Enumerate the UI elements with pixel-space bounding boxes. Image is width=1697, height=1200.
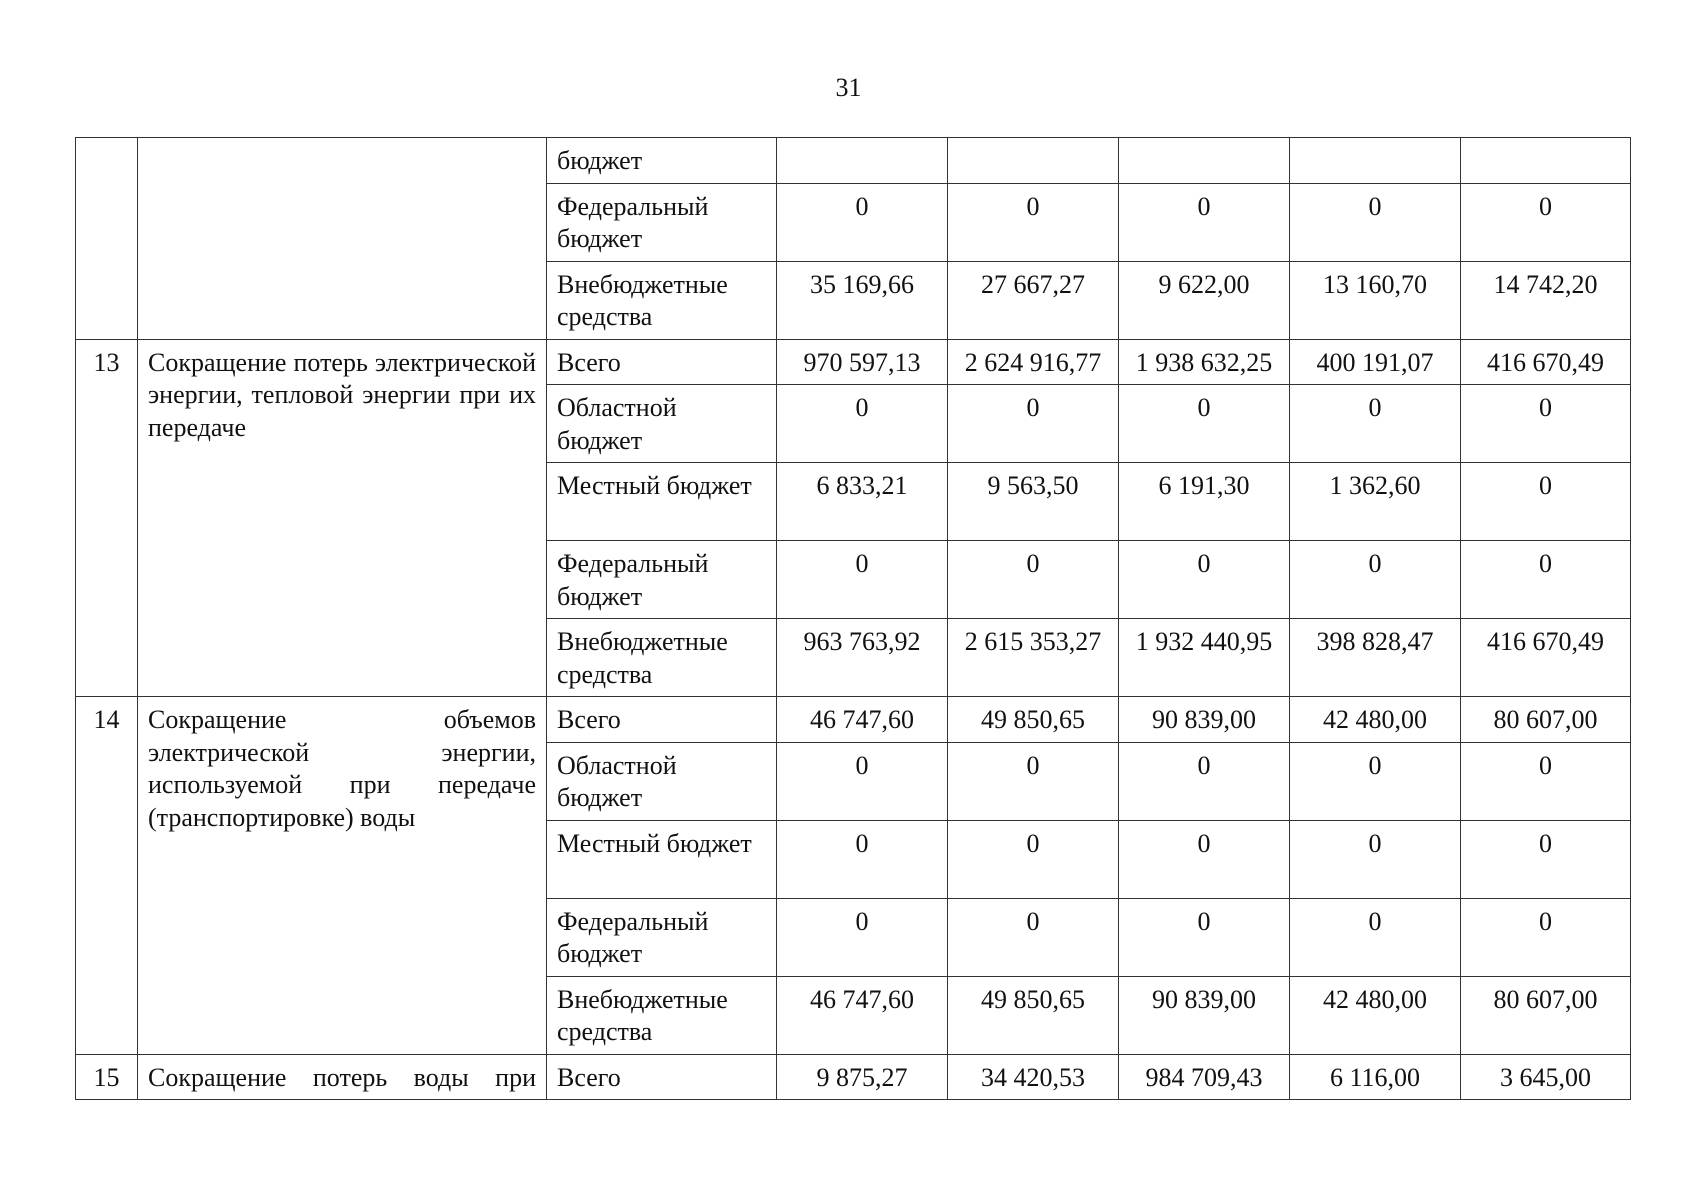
value-cell: 90 839,00 [1119,976,1290,1054]
funding-source-cell: Всего [547,697,777,743]
funding-source-cell: Областной бюджет [547,742,777,820]
value-cell: 2 624 916,77 [948,339,1119,385]
row-number-cell: 13 [76,339,138,697]
value-cell: 42 480,00 [1290,976,1461,1054]
value-cell: 970 597,13 [777,339,948,385]
value-cell: 27 667,27 [948,261,1119,339]
value-cell: 6 116,00 [1290,1054,1461,1100]
value-cell: 398 828,47 [1290,619,1461,697]
value-cell: 0 [1119,385,1290,463]
table-row [76,339,1631,385]
value-cell: 80 607,00 [1461,976,1631,1054]
funding-source-cell: Федеральный бюджет [547,898,777,976]
value-cell: 0 [1461,183,1631,261]
value-cell: 984 709,43 [1119,1054,1290,1100]
value-cell: 1 932 440,95 [1119,619,1290,697]
value-cell: 0 [777,898,948,976]
value-cell [777,138,948,184]
value-cell: 0 [777,385,948,463]
value-cell: 0 [1290,820,1461,898]
measure-name-cell: Сокращение потерь воды при [138,1054,547,1100]
funding-source-cell: бюджет [547,138,777,184]
measure-name-cell [138,138,547,340]
value-cell: 0 [1461,820,1631,898]
value-cell: 14 742,20 [1461,261,1631,339]
value-cell: 0 [948,385,1119,463]
value-cell: 0 [948,820,1119,898]
value-cell [948,138,1119,184]
value-cell: 9 563,50 [948,463,1119,541]
funding-source-cell: Местный бюджет [547,820,777,898]
funding-source-cell: Внебюджетные средства [547,619,777,697]
value-cell: 0 [1461,541,1631,619]
funding-source-cell: Внебюджетные средства [547,261,777,339]
value-cell: 1 362,60 [1290,463,1461,541]
value-cell: 1 938 632,25 [1119,339,1290,385]
value-cell: 2 615 353,27 [948,619,1119,697]
value-cell: 0 [777,742,948,820]
value-cell: 0 [1119,898,1290,976]
value-cell: 6 191,30 [1119,463,1290,541]
value-cell: 90 839,00 [1119,697,1290,743]
value-cell: 0 [948,742,1119,820]
value-cell: 0 [777,541,948,619]
value-cell: 0 [948,183,1119,261]
value-cell: 0 [1461,898,1631,976]
funding-source-cell: Областной бюджет [547,385,777,463]
value-cell: 35 169,66 [777,261,948,339]
value-cell: 0 [1290,385,1461,463]
value-cell: 0 [777,820,948,898]
value-cell: 34 420,53 [948,1054,1119,1100]
measure-name-cell: Сокращение объемов электрической энергии, используемой при передаче (транспортировке) воды [138,697,547,1055]
value-cell: 0 [1461,742,1631,820]
row-number-cell: 14 [76,697,138,1055]
value-cell: 49 850,65 [948,976,1119,1054]
value-cell: 416 670,49 [1461,339,1631,385]
value-cell: 46 747,60 [777,976,948,1054]
value-cell: 0 [1119,820,1290,898]
table-row [76,1054,1631,1100]
funding-source-cell: Федеральный бюджет [547,541,777,619]
funding-source-cell: Всего [547,1054,777,1100]
table-row [76,697,1631,743]
funding-source-cell: Внебюджетные средства [547,976,777,1054]
value-cell: 0 [1290,898,1461,976]
value-cell: 963 763,92 [777,619,948,697]
value-cell: 6 833,21 [777,463,948,541]
value-cell: 0 [1461,463,1631,541]
row-number-cell: 15 [76,1054,138,1100]
value-cell: 80 607,00 [1461,697,1631,743]
value-cell: 42 480,00 [1290,697,1461,743]
value-cell: 9 875,27 [777,1054,948,1100]
value-cell: 13 160,70 [1290,261,1461,339]
value-cell [1290,138,1461,184]
value-cell: 0 [948,898,1119,976]
value-cell: 49 850,65 [948,697,1119,743]
budget-table [75,137,1631,1100]
value-cell: 0 [777,183,948,261]
value-cell: 46 747,60 [777,697,948,743]
value-cell: 416 670,49 [1461,619,1631,697]
value-cell: 0 [1119,742,1290,820]
funding-source-cell: Всего [547,339,777,385]
value-cell [1461,138,1631,184]
value-cell: 0 [1290,742,1461,820]
row-number-cell [76,138,138,340]
value-cell: 3 645,00 [1461,1054,1631,1100]
value-cell: 0 [1119,183,1290,261]
value-cell: 0 [948,541,1119,619]
value-cell: 0 [1119,541,1290,619]
table-row [76,138,1631,184]
measure-name-cell: Сокращение потерь электрической энергии, тепловой энергии при их передаче [138,339,547,697]
value-cell: 0 [1290,183,1461,261]
value-cell [1119,138,1290,184]
value-cell: 9 622,00 [1119,261,1290,339]
value-cell: 0 [1461,385,1631,463]
page-number: 31 [835,73,862,102]
funding-source-cell: Федеральный бюджет [547,183,777,261]
value-cell: 0 [1290,541,1461,619]
value-cell: 400 191,07 [1290,339,1461,385]
funding-source-cell: Местный бюджет [547,463,777,541]
